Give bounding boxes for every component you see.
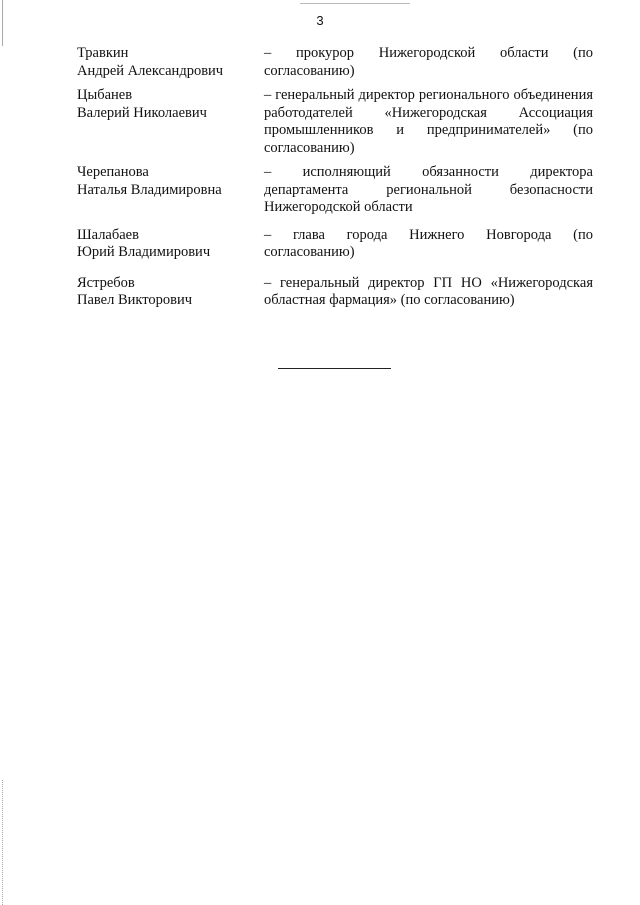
member-surname: Травкин (77, 45, 129, 61)
member-surname: Шалабаев (77, 226, 139, 243)
member-row (77, 45, 593, 80)
member-row (77, 87, 593, 157)
scan-edge-line (2, 780, 3, 905)
member-position: – прокурор Нижегородской области (по согласованию) (264, 45, 593, 79)
member-position: – глава города Нижнего Новгорода (по согласованию) (264, 226, 593, 260)
member-name (77, 87, 264, 157)
member-row (77, 164, 593, 217)
member-given-names: Павел Викторович (77, 292, 193, 308)
member-surname: Ястребов (77, 274, 135, 291)
member-position: – исполняющий обязанности директора департамента региональной безопасности Нижегородской области (264, 164, 593, 215)
member-row (77, 227, 593, 262)
member-name (77, 45, 264, 80)
member-given-names: Наталья Владимировна (77, 181, 222, 198)
member-name (77, 164, 264, 217)
member-list (77, 45, 593, 310)
page-number: 3 (316, 13, 324, 28)
member-given-names: Валерий Николаевич (77, 104, 207, 121)
scan-artifact-line (300, 3, 410, 4)
member-position: – генеральный директор регионального объединения работодателей «Нижегородская Ассоциация промышленников и предпринимателей» (по согласованию) (264, 87, 593, 156)
member-surname: Черепанова (77, 164, 149, 180)
member-name (77, 227, 264, 262)
closing-rule (278, 368, 391, 369)
member-position: – генеральный директор ГП НО «Нижегородская областная фармация» (по согласованию) (264, 274, 593, 308)
member-given-names: Андрей Александрович (77, 62, 224, 79)
member-given-names: Юрий Владимирович (77, 244, 211, 260)
member-name (77, 275, 264, 310)
member-row (77, 275, 593, 310)
member-surname: Цыбанев (77, 87, 133, 103)
